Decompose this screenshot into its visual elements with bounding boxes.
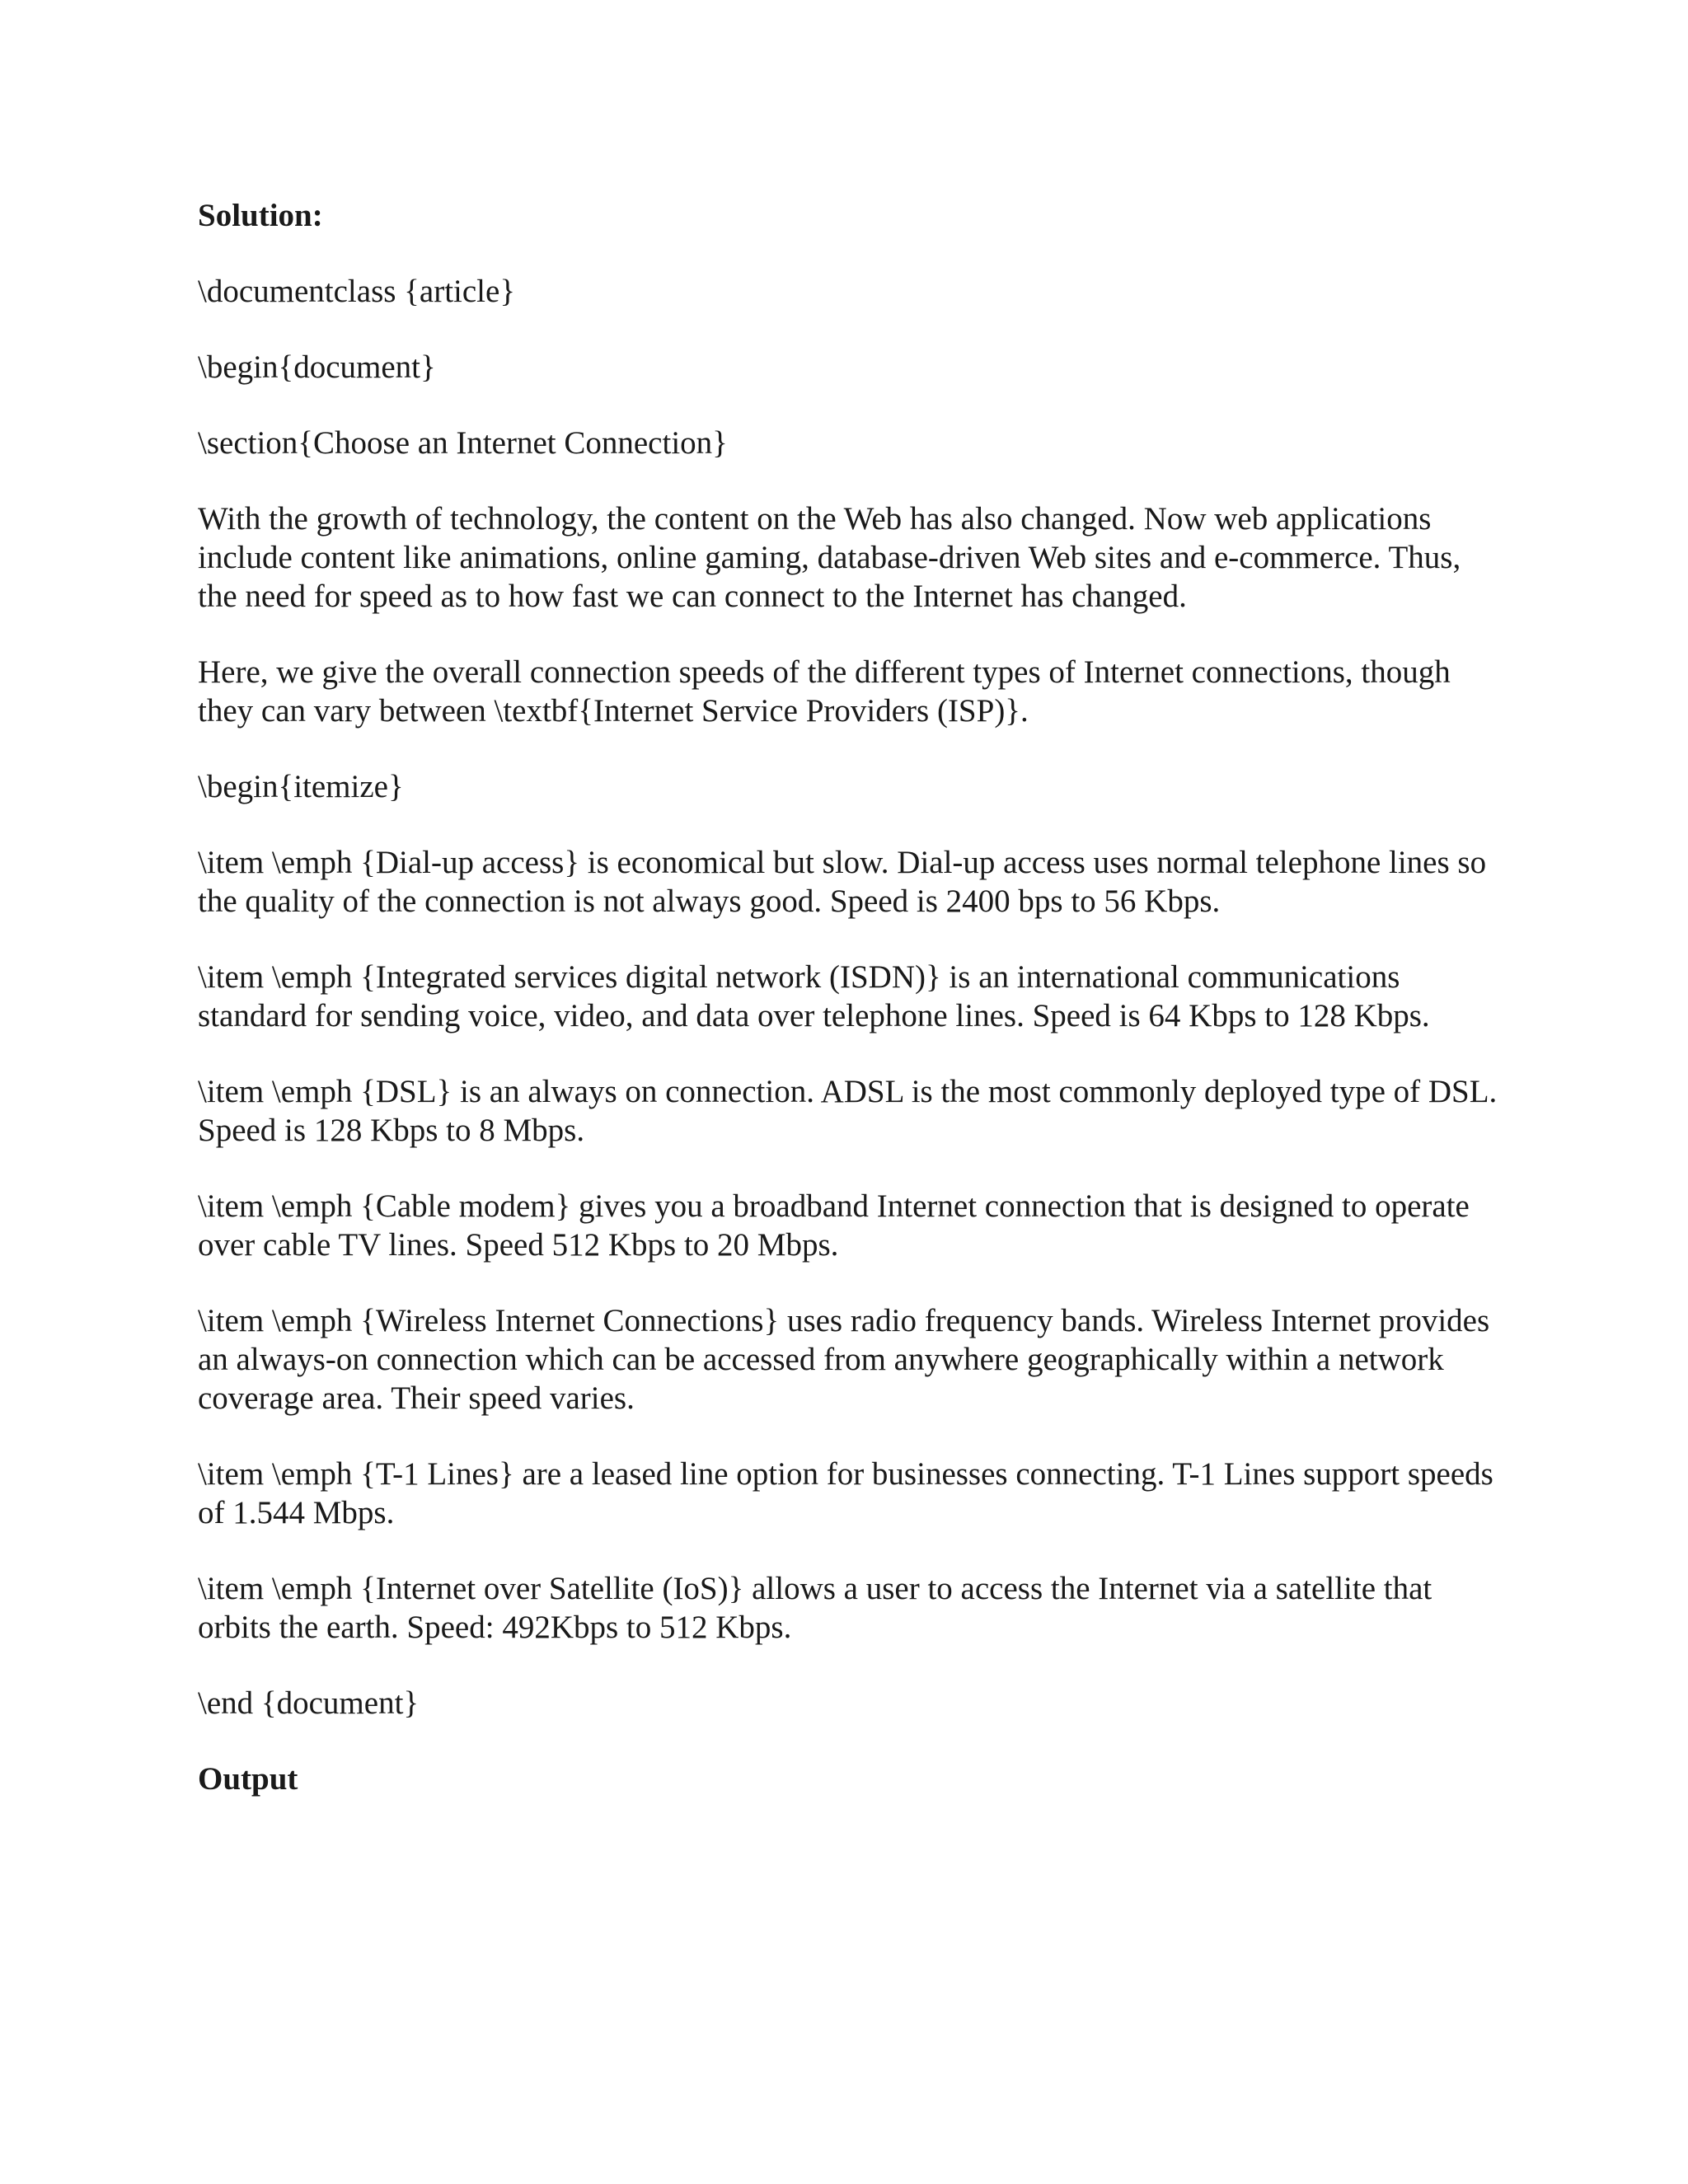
intro-paragraph: With the growth of technology, the content on the Web has also changed. Now web applications include content like animations, online gaming, database-driven Web sites and e-commerce. Thus, the need for speed as to how fast we can connect to the Internet has changed. [198,501,1461,614]
end-document-line: \end {document} [198,1685,420,1721]
document-content [198,196,1500,1835]
output-heading: Output [198,1761,298,1797]
documentclass-line: \documentclass {article} [198,274,516,309]
list-item: \item \emph {Internet over Satellite (IoS)} allows a user to access the Internet via a satellite that orbits the earth. Speed: 492Kbps to 512 Kbps. [198,1571,1432,1645]
list-item: \item \emph {Wireless Internet Connections} uses radio frequency bands. Wireless Internet provides an always-on connection which can be accessed from anywhere geographically within a network coverage area. Their speed varies. [198,1303,1490,1416]
section-line: \section{Choose an Internet Connection} [198,425,728,461]
solution-heading: Solution: [198,198,323,233]
list-item: \item \emph {Cable modem} gives you a broadband Internet connection that is designed to operate over cable TV lines. Speed 512 Kbps to 20 Mbps. [198,1188,1470,1263]
list-item: \item \emph {Dial-up access} is economical but slow. Dial-up access uses normal telephone lines so the quality of the connection is not always good. Speed is 2400 bps to 56 Kbps. [198,845,1487,919]
list-item: \item \emph {T-1 Lines} are a leased line option for businesses connecting. T-1 Lines support speeds of 1.544 Mbps. [198,1456,1493,1530]
speeds-paragraph: Here, we give the overall connection speeds of the different types of Internet connections, though they can vary between \textbf{Internet Service Providers (ISP)}. [198,654,1451,729]
begin-document-line: \begin{document} [198,349,436,385]
list-item: \item \emph {DSL} is an always on connection. ADSL is the most commonly deployed type of DSL. Speed is 128 Kbps to 8 Mbps. [198,1074,1498,1148]
begin-itemize-line: \begin{itemize} [198,769,404,804]
list-item: \item \emph {Integrated services digital network (ISDN)} is an international communications standard for sending voice, video, and data over telephone lines. Speed is 64 Kbps to 128 Kbps. [198,959,1430,1033]
